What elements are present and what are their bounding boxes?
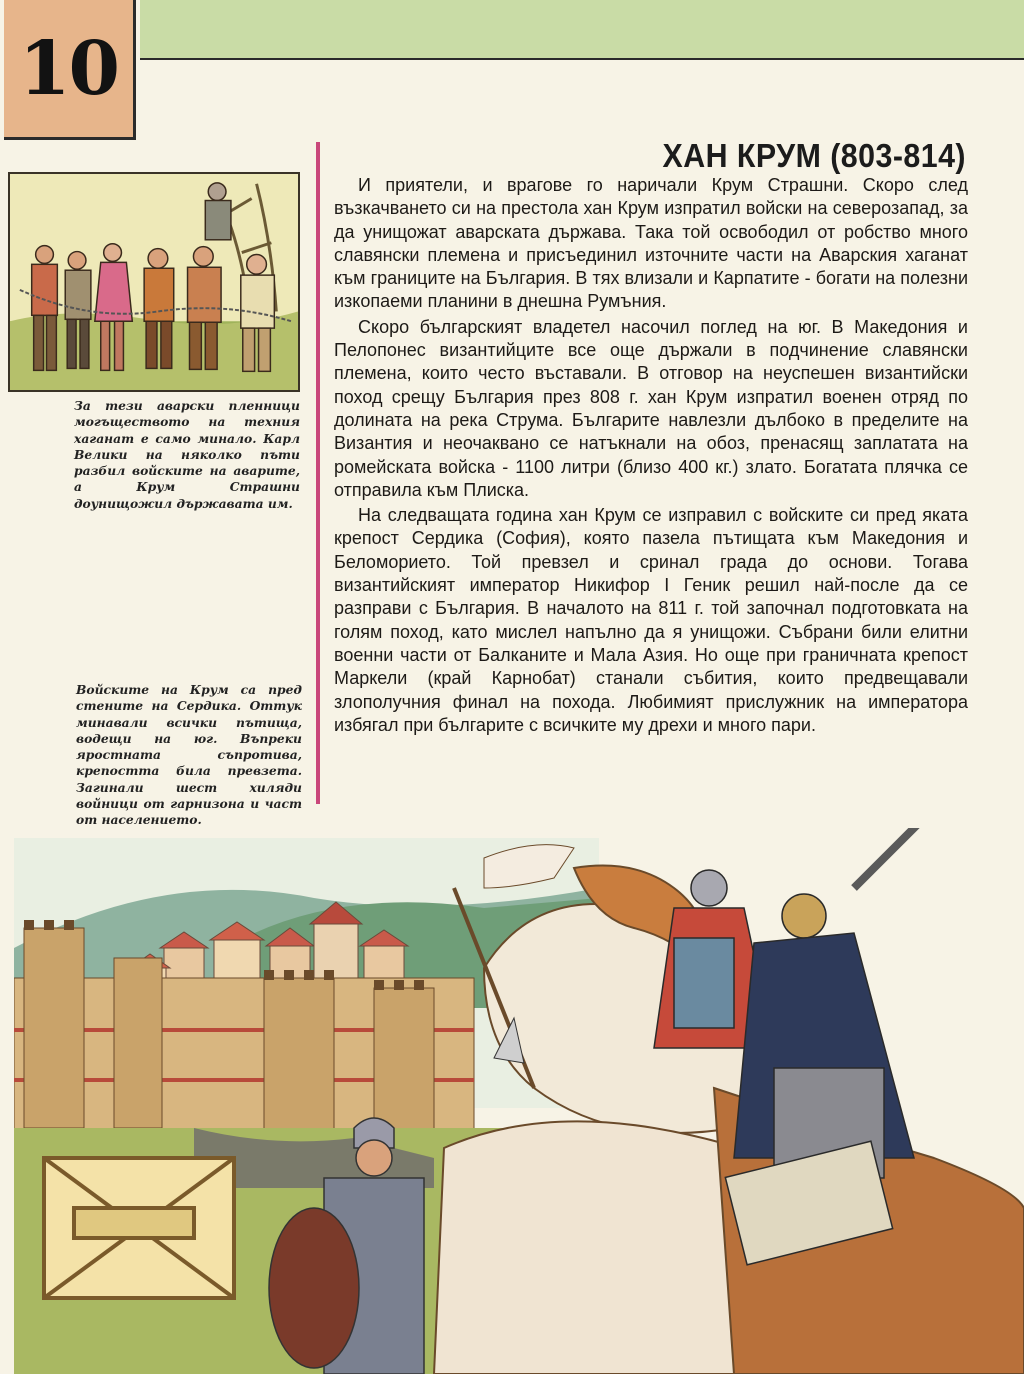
page-number: 10 <box>19 25 118 112</box>
article-paragraph: На следващата година хан Крум се изправил с войските си пред яката крепост Сердика (София), която пазела пътищата към Македония и Беломорието. Той превзел и сринал града до основи. Тогава византийският император Никифор I Геник решил най-после да се разправи с България. В началото на 811 г. той започнал подготовката на голям поход, като мислел напълно да я унищожи. Събрани били елитни военни части от Балканите и Мала Азия. Но още при граничната крепост Маркели (край Карнобат) станали събития, които предвещавали злополучния финал на похода. Любимият прислужник на императора избягал при българите с всичките му дрехи и много пари. <box>334 505 968 735</box>
page-number-box <box>4 0 136 140</box>
article-paragraph: И приятели, и врагове го наричали Крум Страшни. Скоро след възкачването си на престола хан Крум изпратил войски на северозапад, за да унищожат аварската държава. Така той освободил от робство много славянски племена и присъединил източните части на Аварския хаганат към границите на България. В тях влизали и Карпатите - богати на полезни изкопаеми планини в днешна Румъния. <box>334 175 968 312</box>
caption-captives: За тези аварски пленници могъществото на техния хаганат е само минало. Карл Велики на няколко пъти разбил войските на аварите, а Крум Страшни доунищожил държавата им. <box>74 398 300 511</box>
divider-line <box>316 142 320 804</box>
captives-illustration <box>8 172 300 392</box>
article-paragraph: Скоро българският владетел насочил поглед на юг. В Македония и Пелопонес византийците все още държали в подчинение славянски племена, които често въставали. В отговор на неуспешен византийски поход срещу България през 808 г. хан Крум изпратил военен отряд по долината на река Струма. Българите навлезли дълбоко в пределите на Византия и неочаквано се натъкнали на обоз, пренасящ заплатата на ромейската войска - 1100 литри (близо 400 кг.) злато. Богатата плячка се отправила към Плиска. <box>334 316 968 500</box>
page-title: ХАН КРУМ (803-814) <box>662 137 966 174</box>
siege-illustration <box>14 828 1024 1374</box>
caption-siege: Войските на Крум са пред стените на Сердика. Оттук минавали всички пътища, водещи на юг. Въпреки яростната съпротива, крепостта била превзета. Загинали шест хиляди войници от гарнизона и част от населението. <box>76 682 302 828</box>
top-color-band <box>140 0 1024 60</box>
article-body <box>334 174 968 739</box>
